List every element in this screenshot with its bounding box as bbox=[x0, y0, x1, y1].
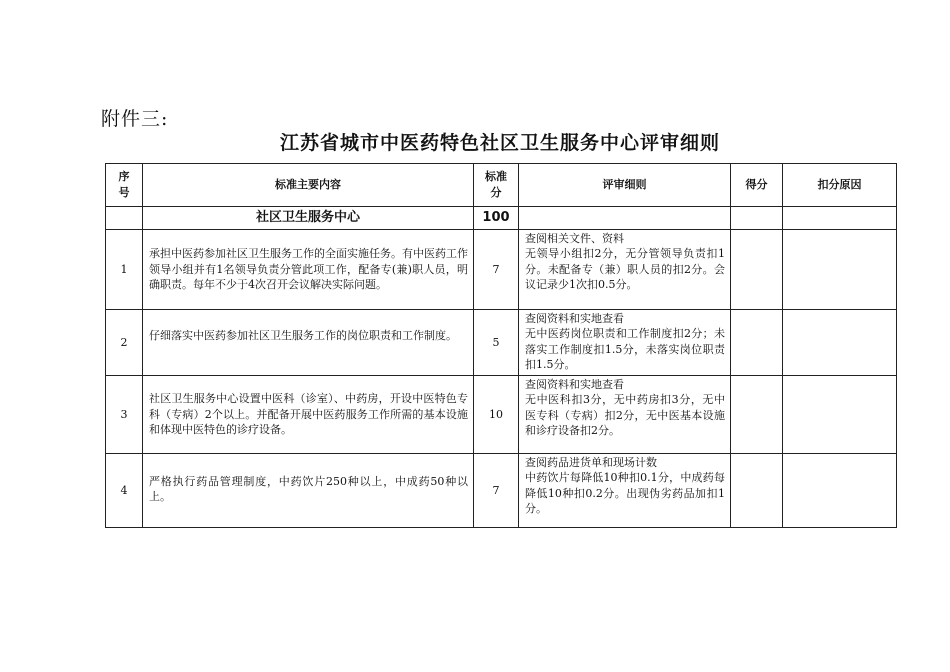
attachment-label: 附件三: bbox=[101, 108, 169, 130]
row-reason bbox=[783, 230, 897, 310]
header-score: 标准分 bbox=[474, 164, 519, 207]
row-reason bbox=[783, 454, 897, 528]
row-detail: 查阅相关文件、资料 无领导小组扣2分，无分管领导负责扣1分。未配备专（兼）职人员的扣2分。会议记录少1次扣0.5分。 bbox=[519, 230, 731, 310]
header-seq: 序号 bbox=[106, 164, 143, 207]
row-earned bbox=[731, 310, 783, 376]
row-detail: 查阅药品进货单和现场计数 中药饮片每降低10种扣0.1分，中成药每降低10种扣0.2分。出现伪劣药品加扣1分。 bbox=[519, 454, 731, 528]
row-earned bbox=[731, 376, 783, 454]
table-row bbox=[106, 454, 897, 528]
row-earned bbox=[731, 230, 783, 310]
section-label: 社区卫生服务中心 bbox=[143, 207, 474, 230]
table-row bbox=[106, 310, 897, 376]
row-reason bbox=[783, 310, 897, 376]
row-score: 10 bbox=[474, 376, 519, 454]
header-row bbox=[106, 164, 897, 207]
table-row bbox=[106, 376, 897, 454]
row-detail: 查阅资料和实地查看 无中医科扣3分，无中药房扣3分，无中医专科（专病）扣2分，无中医基本设施和诊疗设备扣2分。 bbox=[519, 376, 731, 454]
row-seq: 3 bbox=[106, 376, 143, 454]
row-score: 5 bbox=[474, 310, 519, 376]
row-detail: 查阅资料和实地查看 无中医药岗位职责和工作制度扣2分；未落实工作制度扣1.5分，未落实岗位职责扣1.5分。 bbox=[519, 310, 731, 376]
row-score: 7 bbox=[474, 454, 519, 528]
row-content: 承担中医药参加社区卫生服务工作的全面实施任务。有中医药工作领导小组并有1名领导负责分管此项工作，配备专(兼)职人员，明确职责。每年不少于4次召开会议解决实际问题。 bbox=[143, 230, 474, 310]
section-earned-cell bbox=[731, 207, 783, 230]
header-detail: 评审细则 bbox=[519, 164, 731, 207]
row-earned bbox=[731, 454, 783, 528]
row-seq: 2 bbox=[106, 310, 143, 376]
section-score: 100 bbox=[474, 207, 519, 230]
section-detail-cell bbox=[519, 207, 731, 230]
row-seq: 1 bbox=[106, 230, 143, 310]
row-reason bbox=[783, 376, 897, 454]
section-row bbox=[106, 207, 897, 230]
row-content: 严格执行药品管理制度，中药饮片250种以上，中成药50种以上。 bbox=[143, 454, 474, 528]
header-reason: 扣分原因 bbox=[783, 164, 897, 207]
header-content: 标准主要内容 bbox=[143, 164, 474, 207]
table-row bbox=[106, 230, 897, 310]
section-seq-cell bbox=[106, 207, 143, 230]
row-seq: 4 bbox=[106, 454, 143, 528]
evaluation-table bbox=[105, 163, 897, 528]
row-content: 仔细落实中医药参加社区卫生服务工作的岗位职责和工作制度。 bbox=[143, 310, 474, 376]
header-earned: 得分 bbox=[731, 164, 783, 207]
row-score: 7 bbox=[474, 230, 519, 310]
row-content: 社区卫生服务中心设置中医科（诊室）、中药房，开设中医特色专科（专病）2个以上。并配备开展中医药服务工作所需的基本设施和体现中医特色的诊疗设备。 bbox=[143, 376, 474, 454]
section-reason-cell bbox=[783, 207, 897, 230]
document-title: 江苏省城市中医药特色社区卫生服务中心评审细则 bbox=[279, 132, 720, 154]
